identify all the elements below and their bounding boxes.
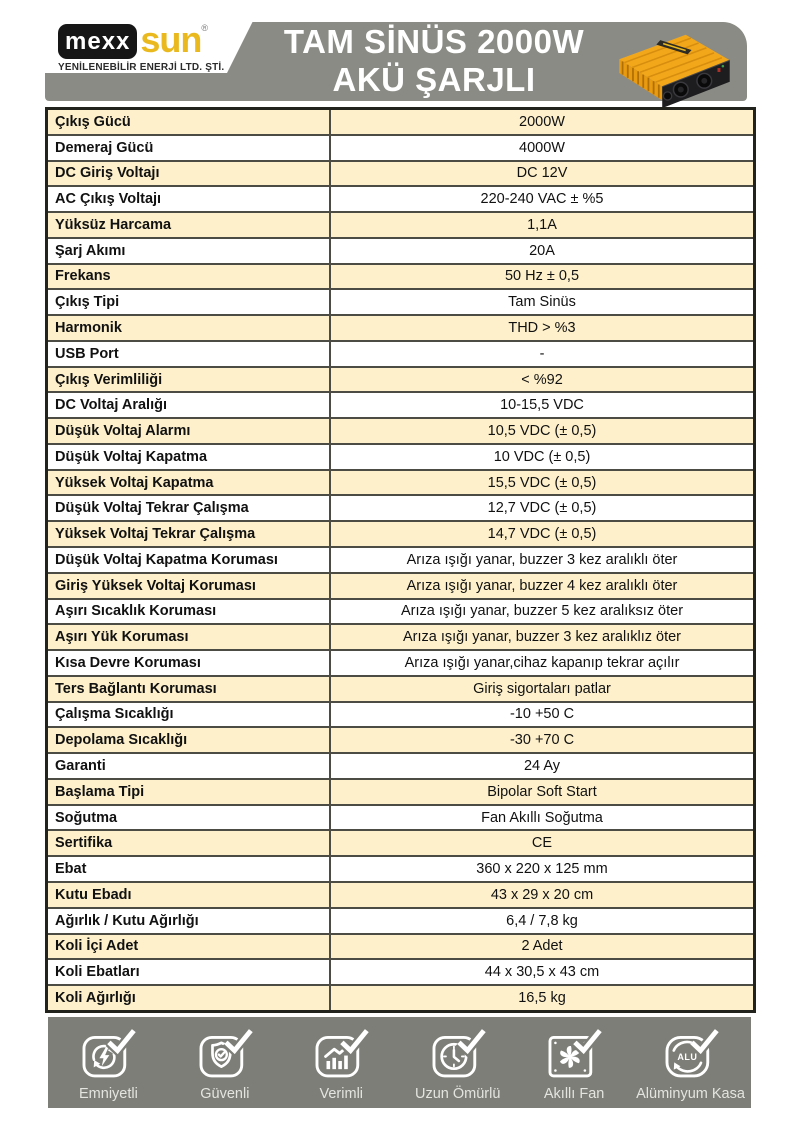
svg-text:ALU: ALU [676,1052,697,1063]
spec-value: 6,4 / 7,8 kg [506,912,578,929]
spec-value: CE [531,835,553,852]
spec-row [48,265,753,291]
spec-value: 10 VDC (± 0,5) [493,448,591,465]
alu-recycle-icon [662,1027,720,1085]
spec-row [48,522,753,548]
spec-label: Yüksek Voltaj Kapatma [48,471,331,495]
spec-table [45,107,756,1013]
spec-value: Arıza ışığı yanar, buzzer 4 kez aralıklı öter [406,577,678,594]
spec-value: 15,5 VDC (± 0,5) [487,474,597,491]
spec-row [48,419,753,445]
spec-label: Düşük Voltaj Kapatma [48,445,331,469]
efficiency-chart-icon [312,1027,370,1085]
spec-value: Arıza ışığı yanar, buzzer 3 kez aralıklız öter [402,629,682,646]
spec-row [48,857,753,883]
spec-row [48,600,753,626]
spec-label: Başlama Tipi [48,780,331,804]
spec-value: Arıza ışığı yanar,cihaz kapanıp tekrar açılır [404,654,680,671]
feature-label: Emniyetli [79,1086,138,1102]
brand-logo-mexx: mexx [58,24,137,59]
spec-value: 24 Ay [523,758,561,775]
spec-value: Bipolar Soft Start [487,783,597,800]
spec-label: Soğutma [48,806,331,830]
spec-value: 2 Adet [521,938,563,955]
spec-row [48,677,753,703]
spec-label: Harmonik [48,316,331,340]
spec-row [48,806,753,832]
spec-row [48,110,753,136]
spec-row [48,162,753,188]
spec-label: Koli Ebatları [48,960,331,984]
spec-row [48,393,753,419]
spec-value: THD > %3 [508,320,576,336]
feature-item [402,1027,514,1102]
spec-row [48,496,753,522]
spec-label: USB Port [48,342,331,366]
page-title [253,23,615,99]
spec-label: Giriş Yüksek Voltaj Koruması [48,574,331,598]
spec-label: Kısa Devre Koruması [48,651,331,675]
spec-value: 10,5 VDC (± 0,5) [487,423,597,440]
spec-label: Çıkış Verimliliği [48,368,331,392]
spec-row [48,239,753,265]
header-banner [45,19,747,101]
spec-label: Düşük Voltaj Tekrar Çalışma [48,496,331,520]
spec-row [48,986,753,1010]
spec-value: -10 +50 C [509,706,575,723]
spec-value: 43 x 29 x 20 cm [490,886,594,903]
feature-item [52,1027,164,1102]
spec-value: 10-15,5 VDC [500,397,584,414]
feature-item [635,1027,747,1102]
spec-label: Düşük Voltaj Kapatma Koruması [48,548,331,572]
feature-label: Akıllı Fan [543,1086,605,1102]
spec-value: 360 x 220 x 125 mm [476,861,608,878]
spec-row [48,728,753,754]
spec-label: Çalışma Sıcaklığı [48,703,331,727]
spec-row [48,136,753,162]
spec-value: 44 x 30,5 x 43 cm [484,964,600,981]
spec-row [48,754,753,780]
spec-row [48,780,753,806]
registered-mark: ® [201,23,209,33]
spec-row [48,831,753,857]
spec-label: AC Çıkış Voltajı [48,187,331,211]
spec-value: 16,5 kg [518,989,566,1006]
spec-label: Sertifika [48,831,331,855]
spec-value: Arıza ışığı yanar, buzzer 3 kez aralıklı öter [406,551,678,568]
feature-item [518,1027,630,1102]
spec-value: 50 Hz ± 0,5 [504,268,580,285]
spec-label: Ters Bağlantı Koruması [48,677,331,701]
spec-row [48,548,753,574]
spec-label: Depolama Sıcaklığı [48,728,331,752]
spec-value: 20A [529,242,555,259]
brand-tagline: YENİLENEBİLİR ENERJİ LTD. ŞTİ. [58,62,225,73]
spec-value: -30 +70 C [509,732,575,749]
feature-label: Güvenli [200,1086,250,1102]
spec-row [48,342,753,368]
spec-row [48,290,753,316]
product-photo-inverter-icon [603,26,741,116]
shield-check-icon [196,1027,254,1085]
spec-value: Tam Sinüs [508,294,576,311]
spec-label: Koli Ağırlığı [48,986,331,1010]
spec-row [48,935,753,961]
spec-label: Frekans [48,265,331,289]
spec-label: Ebat [48,857,331,881]
spec-label: Koli İçi Adet [48,935,331,959]
spec-value: Arıza ışığı yanar, buzzer 5 kez aralıksız öter [400,603,684,620]
spec-value: 2000W [519,113,565,130]
feature-label: Uzun Ömürlü [414,1086,501,1102]
spec-row [48,960,753,986]
spec-label: Yüksek Voltaj Tekrar Çalışma [48,522,331,546]
spec-row [48,471,753,497]
spec-value: Fan Akıllı Soğutma [481,809,603,826]
brand-logo-sun: sun [140,19,202,60]
page-title-line2: AKÜ ŞARJLI [332,61,536,98]
spec-label: Çıkış Tipi [48,290,331,314]
clock-icon [429,1027,487,1085]
spec-row [48,213,753,239]
feature-item [169,1027,281,1102]
feature-item [285,1027,397,1102]
spec-row [48,909,753,935]
spec-row [48,574,753,600]
spec-label: Ağırlık / Kutu Ağırlığı [48,909,331,933]
spec-value: 12,7 VDC (± 0,5) [487,500,597,517]
spec-row [48,651,753,677]
fan-icon [545,1027,603,1085]
spec-value: Giriş sigortaları patlar [473,680,611,697]
spec-row [48,368,753,394]
spec-value: - [539,345,545,362]
footer-features [48,1017,751,1108]
spec-label: Şarj Akımı [48,239,331,263]
feature-label: Verimli [319,1086,364,1102]
spec-value: 14,7 VDC (± 0,5) [487,526,597,543]
brand-logo [58,19,258,73]
safety-bolt-recycle-icon [79,1027,137,1085]
spec-value: 220-240 VAC ± %5 [480,191,604,208]
page-title-line1: TAM SİNÜS 2000W [283,23,585,60]
spec-row [48,316,753,342]
spec-label: Demeraj Gücü [48,136,331,160]
spec-value: 1,1A [527,216,557,233]
spec-label: Kutu Ebadı [48,883,331,907]
spec-label: Yüksüz Harcama [48,213,331,237]
spec-row [48,625,753,651]
spec-value: DC 12V [516,165,568,182]
spec-label: Garanti [48,754,331,778]
feature-label: Alüminyum Kasa [636,1086,745,1102]
spec-value: < %92 [521,371,563,388]
spec-row [48,187,753,213]
spec-label: Aşırı Yük Koruması [48,625,331,649]
spec-label: Düşük Voltaj Alarmı [48,419,331,443]
spec-row [48,703,753,729]
spec-label: Aşırı Sıcaklık Koruması [48,600,331,624]
spec-value: 4000W [519,139,565,156]
spec-label: DC Giriş Voltajı [48,162,331,186]
spec-label: Çıkış Gücü [48,110,331,134]
spec-label: DC Voltaj Aralığı [48,393,331,417]
spec-row [48,883,753,909]
spec-row [48,445,753,471]
